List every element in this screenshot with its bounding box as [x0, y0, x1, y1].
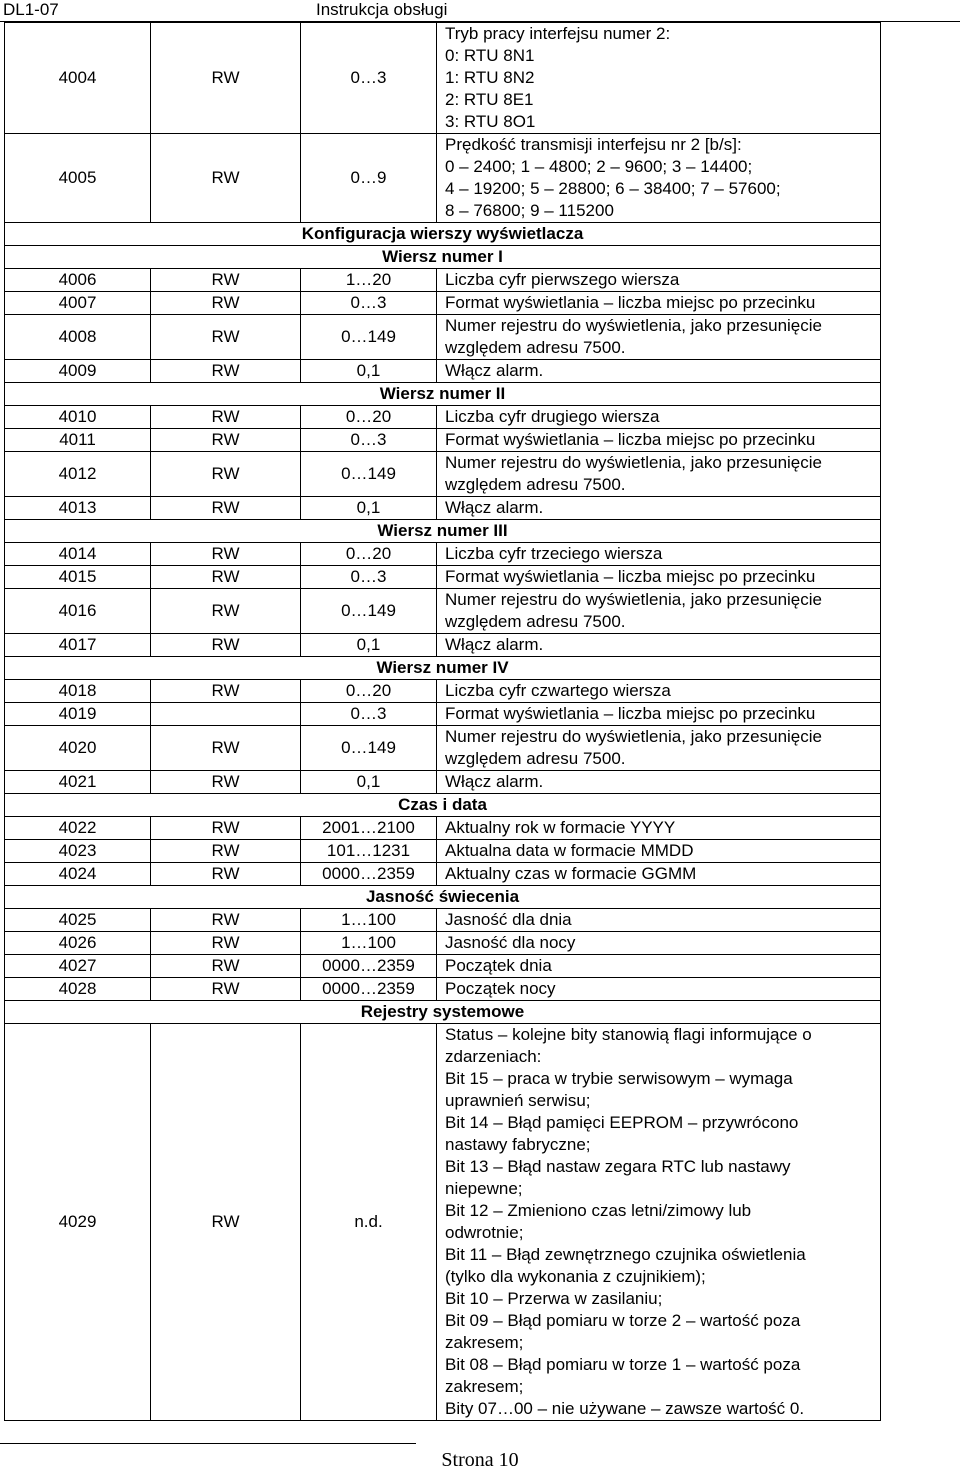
description-line: Liczba cyfr pierwszego wiersza: [445, 270, 680, 289]
description-line: Bit 13 – Błąd nastaw zegara RTC lub nastawy: [445, 1157, 791, 1176]
register-row: [5, 680, 881, 703]
register-row: [5, 360, 881, 383]
register-range: 101…1231: [301, 840, 437, 863]
register-address: 4017: [5, 634, 151, 657]
register-access: RW: [151, 23, 301, 134]
register-range: 1…20: [301, 269, 437, 292]
register-access: RW: [151, 134, 301, 223]
description-line: względem adresu 7500.: [445, 338, 626, 357]
register-row: [5, 840, 881, 863]
description-line: względem adresu 7500.: [445, 475, 626, 494]
register-description: [437, 406, 881, 429]
description-line: 1: RTU 8N2: [445, 68, 535, 87]
register-description: [437, 360, 881, 383]
register-access: RW: [151, 497, 301, 520]
register-access: RW: [151, 863, 301, 886]
register-row: [5, 269, 881, 292]
section-heading: Wiersz numer II: [5, 383, 881, 406]
page-footer: Strona 10: [441, 1449, 519, 1471]
description-line: odwrotnie;: [445, 1223, 524, 1242]
section-row: [5, 246, 881, 269]
section-heading: Wiersz numer I: [5, 246, 881, 269]
register-row: [5, 634, 881, 657]
register-address: 4020: [5, 726, 151, 771]
register-row: [5, 429, 881, 452]
description-line: Początek nocy: [445, 979, 556, 998]
register-address: 4014: [5, 543, 151, 566]
register-range: n.d.: [301, 1024, 437, 1421]
register-range: 0,1: [301, 634, 437, 657]
description-line: niepewne;: [445, 1179, 523, 1198]
section-heading: Rejestry systemowe: [5, 1001, 881, 1024]
register-access: RW: [151, 840, 301, 863]
register-description: [437, 315, 881, 360]
description-line: względem adresu 7500.: [445, 612, 626, 631]
register-description: [437, 978, 881, 1001]
section-heading: Czas i data: [5, 794, 881, 817]
description-line: uprawnień serwisu;: [445, 1091, 591, 1110]
description-line: Włącz alarm.: [445, 498, 544, 517]
register-description: [437, 840, 881, 863]
register-description: [437, 429, 881, 452]
register-access: RW: [151, 269, 301, 292]
register-range: 0…20: [301, 543, 437, 566]
description-line: Bit 15 – praca w trybie serwisowym – wymaga: [445, 1069, 793, 1088]
register-address: 4023: [5, 840, 151, 863]
description-line: Liczba cyfr czwartego wiersza: [445, 681, 671, 700]
register-access: RW: [151, 315, 301, 360]
footer-divider: [0, 1443, 416, 1444]
register-description: [437, 269, 881, 292]
register-row: [5, 134, 881, 223]
description-line: (tylko dla wykonania z czujnikiem);: [445, 1267, 706, 1286]
register-range: 1…100: [301, 909, 437, 932]
register-row: [5, 452, 881, 497]
register-access: RW: [151, 817, 301, 840]
register-description: [437, 452, 881, 497]
register-address: 4007: [5, 292, 151, 315]
register-address: 4019: [5, 703, 151, 726]
register-row: [5, 978, 881, 1001]
register-description: [437, 955, 881, 978]
description-line: Format wyświetlania – liczba miejsc po przecinku: [445, 430, 816, 449]
description-line: Bit 12 – Zmieniono czas letni/zimowy lub: [445, 1201, 752, 1220]
register-row: [5, 863, 881, 886]
register-description: [437, 543, 881, 566]
register-address: 4028: [5, 978, 151, 1001]
register-row: [5, 1024, 881, 1421]
description-line: Numer rejestru do wyświetlenia, jako przesunięcie: [445, 453, 822, 472]
register-range: 0…3: [301, 566, 437, 589]
section-row: [5, 794, 881, 817]
register-access: RW: [151, 771, 301, 794]
description-line: Liczba cyfr trzeciego wiersza: [445, 544, 663, 563]
document-title: Instrukcja obsługi: [316, 0, 448, 19]
description-line: Początek dnia: [445, 956, 552, 975]
description-line: Aktualna data w formacie MMDD: [445, 841, 694, 860]
register-row: [5, 497, 881, 520]
description-line: zdarzeniach:: [445, 1047, 542, 1066]
register-address: 4006: [5, 269, 151, 292]
register-description: [437, 23, 881, 134]
description-line: Format wyświetlania – liczba miejsc po przecinku: [445, 704, 816, 723]
description-line: Bit 14 – Błąd pamięci EEPROM – przywrócono: [445, 1113, 799, 1132]
register-address: 4009: [5, 360, 151, 383]
register-range: 0…149: [301, 726, 437, 771]
register-description: [437, 1024, 881, 1421]
register-access: RW: [151, 543, 301, 566]
description-line: Włącz alarm.: [445, 361, 544, 380]
register-range: 0…149: [301, 589, 437, 634]
register-address: 4015: [5, 566, 151, 589]
section-heading: Konfiguracja wierszy wyświetlacza: [5, 223, 881, 246]
register-range: 0…9: [301, 134, 437, 223]
register-row: [5, 726, 881, 771]
description-line: Bit 09 – Błąd pomiaru w torze 2 – wartość poza: [445, 1311, 801, 1330]
register-range: 0,1: [301, 771, 437, 794]
description-line: względem adresu 7500.: [445, 749, 626, 768]
section-heading: Wiersz numer IV: [5, 657, 881, 680]
register-range: 0,1: [301, 360, 437, 383]
register-address: 4010: [5, 406, 151, 429]
register-range: 0…20: [301, 406, 437, 429]
description-line: Aktualny rok w formacie YYYY: [445, 818, 676, 837]
register-table-body: [5, 23, 881, 1421]
register-address: 4025: [5, 909, 151, 932]
register-access: RW: [151, 726, 301, 771]
section-heading: Jasność świecenia: [5, 886, 881, 909]
description-line: 0 – 2400; 1 – 4800; 2 – 9600; 3 – 14400;: [445, 157, 753, 176]
description-line: 8 – 76800; 9 – 115200: [445, 201, 614, 220]
register-description: [437, 134, 881, 223]
register-row: [5, 703, 881, 726]
register-description: [437, 863, 881, 886]
register-address: 4018: [5, 680, 151, 703]
register-access: RW: [151, 429, 301, 452]
register-description: [437, 909, 881, 932]
register-address: 4004: [5, 23, 151, 134]
register-address: 4011: [5, 429, 151, 452]
register-row: [5, 406, 881, 429]
description-line: 3: RTU 8O1: [445, 112, 536, 131]
register-range: 0…149: [301, 315, 437, 360]
register-range: 1…100: [301, 932, 437, 955]
register-row: [5, 909, 881, 932]
description-line: Jasność dla dnia: [445, 910, 572, 929]
register-access: RW: [151, 955, 301, 978]
description-line: Bit 08 – Błąd pomiaru w torze 1 – wartość poza: [445, 1355, 801, 1374]
section-row: [5, 520, 881, 543]
register-table: [4, 22, 881, 1421]
register-access: RW: [151, 932, 301, 955]
register-access: RW: [151, 978, 301, 1001]
description-line: Numer rejestru do wyświetlenia, jako przesunięcie: [445, 316, 822, 335]
register-access: [151, 703, 301, 726]
register-range: 0,1: [301, 497, 437, 520]
description-line: zakresem;: [445, 1333, 524, 1352]
description-line: 4 – 19200; 5 – 28800; 6 – 38400; 7 – 57600;: [445, 179, 781, 198]
description-line: Tryb pracy interfejsu numer 2:: [445, 24, 671, 43]
register-address: 4013: [5, 497, 151, 520]
description-line: Bit 10 – Przerwa w zasilaniu;: [445, 1289, 663, 1308]
register-access: RW: [151, 452, 301, 497]
register-range: 0000…2359: [301, 978, 437, 1001]
register-range: 0…3: [301, 23, 437, 134]
register-address: 4016: [5, 589, 151, 634]
register-description: [437, 634, 881, 657]
register-range: 2001…2100: [301, 817, 437, 840]
register-description: [437, 497, 881, 520]
register-row: [5, 955, 881, 978]
register-address: 4024: [5, 863, 151, 886]
register-access: RW: [151, 909, 301, 932]
description-line: Jasność dla nocy: [445, 933, 576, 952]
register-address: 4029: [5, 1024, 151, 1421]
register-access: RW: [151, 589, 301, 634]
register-description: [437, 680, 881, 703]
register-address: 4008: [5, 315, 151, 360]
register-access: RW: [151, 406, 301, 429]
register-range: 0…20: [301, 680, 437, 703]
register-row: [5, 566, 881, 589]
register-address: 4022: [5, 817, 151, 840]
register-range: 0…3: [301, 292, 437, 315]
register-address: 4027: [5, 955, 151, 978]
register-access: RW: [151, 360, 301, 383]
register-row: [5, 771, 881, 794]
register-row: [5, 292, 881, 315]
register-address: 4005: [5, 134, 151, 223]
description-line: Bity 07…00 – nie używane – zawsze wartość 0.: [445, 1399, 805, 1418]
register-description: [437, 817, 881, 840]
description-line: Bit 11 – Błąd zewnętrznego czujnika oświetlenia: [445, 1245, 806, 1264]
description-line: nastawy fabryczne;: [445, 1135, 591, 1154]
register-address: 4026: [5, 932, 151, 955]
register-range: 0000…2359: [301, 955, 437, 978]
description-line: 0: RTU 8N1: [445, 46, 535, 65]
register-address: 4012: [5, 452, 151, 497]
register-range: 0…3: [301, 429, 437, 452]
description-line: Liczba cyfr drugiego wiersza: [445, 407, 660, 426]
register-description: [437, 589, 881, 634]
register-access: RW: [151, 1024, 301, 1421]
register-range: 0…149: [301, 452, 437, 497]
page-header: [0, 0, 960, 20]
register-access: RW: [151, 292, 301, 315]
register-row: [5, 543, 881, 566]
description-line: Status – kolejne bity stanowią flagi informujące o: [445, 1025, 812, 1044]
section-row: [5, 886, 881, 909]
register-range: 0…3: [301, 703, 437, 726]
register-row: [5, 315, 881, 360]
section-row: [5, 657, 881, 680]
register-description: [437, 292, 881, 315]
description-line: Włącz alarm.: [445, 635, 544, 654]
register-access: RW: [151, 634, 301, 657]
register-row: [5, 817, 881, 840]
section-row: [5, 1001, 881, 1024]
description-line: zakresem;: [445, 1377, 524, 1396]
register-description: [437, 932, 881, 955]
description-line: Aktualny czas w formacie GGMM: [445, 864, 697, 883]
register-row: [5, 589, 881, 634]
section-row: [5, 383, 881, 406]
register-access: RW: [151, 566, 301, 589]
description-line: Numer rejestru do wyświetlenia, jako przesunięcie: [445, 590, 822, 609]
description-line: Włącz alarm.: [445, 772, 544, 791]
register-row: [5, 23, 881, 134]
description-line: Numer rejestru do wyświetlenia, jako przesunięcie: [445, 727, 822, 746]
register-access: RW: [151, 680, 301, 703]
register-description: [437, 771, 881, 794]
register-description: [437, 726, 881, 771]
description-line: Prędkość transmisji interfejsu nr 2 [b/s]:: [445, 135, 742, 154]
description-line: 2: RTU 8E1: [445, 90, 534, 109]
register-range: 0000…2359: [301, 863, 437, 886]
document-code: DL1-07: [3, 0, 59, 19]
section-heading: Wiersz numer III: [5, 520, 881, 543]
register-row: [5, 932, 881, 955]
register-description: [437, 566, 881, 589]
register-description: [437, 703, 881, 726]
register-address: 4021: [5, 771, 151, 794]
section-row: [5, 223, 881, 246]
description-line: Format wyświetlania – liczba miejsc po przecinku: [445, 293, 816, 312]
description-line: Format wyświetlania – liczba miejsc po przecinku: [445, 567, 816, 586]
